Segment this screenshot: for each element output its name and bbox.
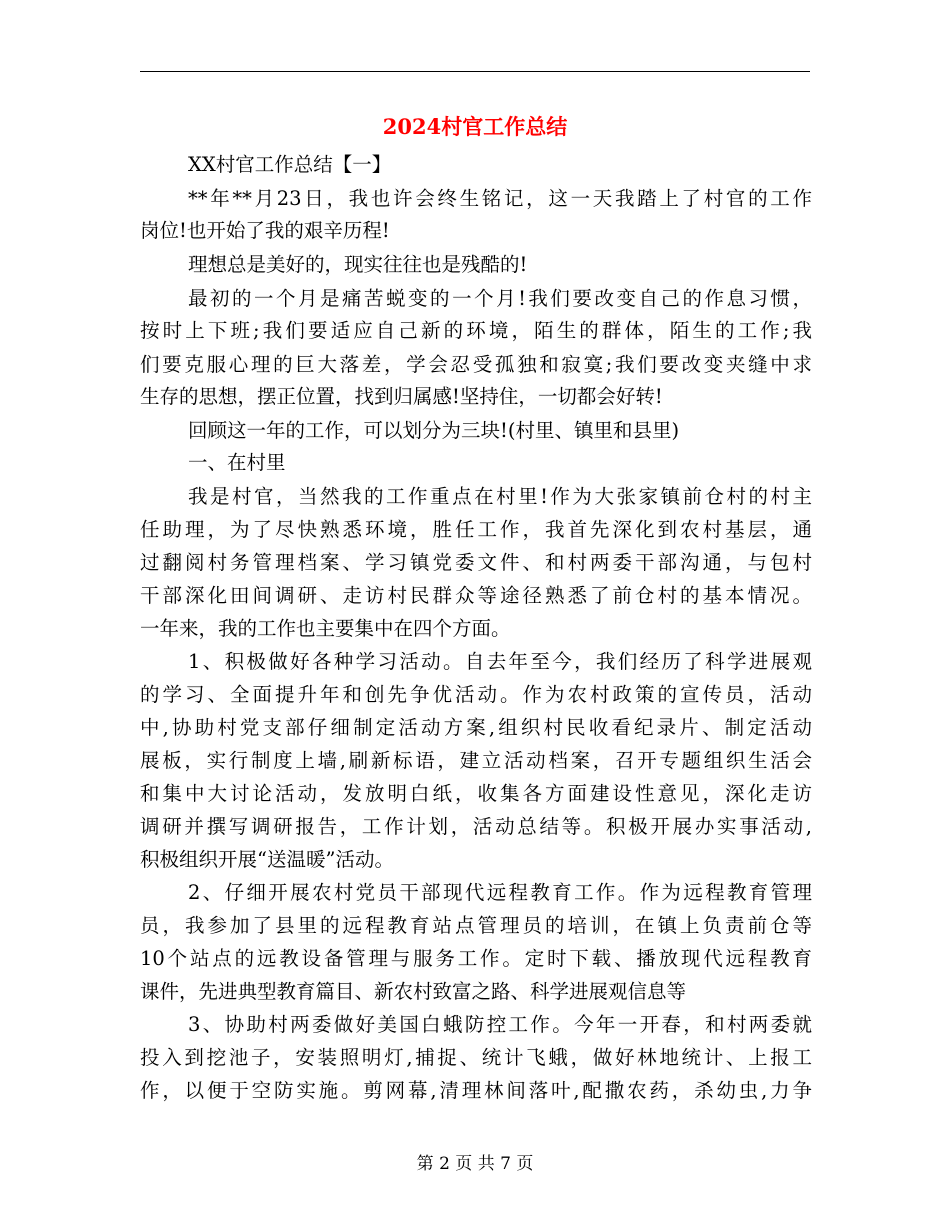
paragraph-line: 理想总是美好的，现实往往也是残酷的! <box>188 253 528 276</box>
paragraph-line: 中,协助村党支部仔细制定活动方案,组织村民收看纪录片、制定活动 <box>140 716 812 739</box>
document-title: 2024村官工作总结 <box>382 114 568 139</box>
section-heading: 一、在村里 <box>188 451 286 474</box>
paragraph-line: 课件，先进典型教育篇目、新农村致富之路、科学进展观信息等 <box>140 980 687 1003</box>
paragraph-line: 投入到挖池子，安装照明灯,捕捉、统计飞蛾，做好林地统计、上报工 <box>140 1046 812 1069</box>
paragraph-line: 2、仔细开展农村党员干部现代远程教育工作。作为远程教育管理 <box>188 881 812 904</box>
paragraph-line: 展板，实行制度上墙,刷新标语，建立活动档案，召开专题组织生活会 <box>140 749 812 772</box>
paragraph-line: 3、协助村两委做好美国白蛾防控工作。今年一开春，和村两委就 <box>188 1013 812 1036</box>
page-number: 第 2 页 共 7 页 <box>416 1154 534 1174</box>
paragraph-line: 我是村官，当然我的工作重点在村里!作为大张家镇前仓村的村主 <box>188 485 812 508</box>
paragraph-line: 生存的思想，摆正位置，找到归属感!坚持住，一切都会好转! <box>140 385 663 408</box>
paragraph-line: 岗位!也开始了我的艰辛历程! <box>140 219 390 242</box>
paragraph-line: 最初的一个月是痛苦蜕变的一个月!我们要改变自己的作息习惯， <box>188 287 812 310</box>
paragraph-line: 1、积极做好各种学习活动。自去年至今，我们经历了科学进展观 <box>188 650 812 673</box>
paragraph-line: 干部深化田间调研、走访村民群众等途径熟悉了前仓村的基本情况。 <box>140 584 812 607</box>
paragraph-line: 的学习、全面提升年和创先争优活动。作为农村政策的宣传员，活动 <box>140 683 812 706</box>
paragraph-line: 们要克服心理的巨大落差，学会忍受孤独和寂寞;我们要改变夹缝中求 <box>140 353 812 376</box>
paragraph-line: 任助理，为了尽快熟悉环境，胜任工作，我首先深化到农村基层，通 <box>140 518 812 541</box>
paragraph-line: 回顾这一年的工作，可以划分为三块!(村里、镇里和县里) <box>188 419 680 442</box>
paragraph-line: 过翻阅村务管理档案、学习镇党委文件、和村两委干部沟通，与包村 <box>140 551 812 574</box>
paragraph-line: XX村官工作总结【一】 <box>188 153 392 176</box>
paragraph-line: 和集中大讨论活动，发放明白纸，收集各方面建设性意见，深化走访 <box>140 782 812 805</box>
paragraph-line: 作，以便于空防实施。剪网幕,清理林间落叶,配撒农药，杀幼虫,力争 <box>140 1079 812 1102</box>
paragraph-line: 一年来，我的工作也主要集中在四个方面。 <box>140 617 511 640</box>
paragraph-line: 积极组织开展“送温暖”活动。 <box>140 848 394 871</box>
paragraph-line: **年**月23日，我也许会终生铭记，这一天我踏上了村官的工作 <box>188 187 812 210</box>
paragraph-line: 员，我参加了县里的远程教育站点管理员的培训，在镇上负责前仓等 <box>140 914 812 937</box>
paragraph-line: 调研并撰写调研报告，工作计划，活动总结等。积极开展办实事活动, <box>140 815 812 838</box>
paragraph-line: 按时上下班;我们要适应自己新的环境，陌生的群体，陌生的工作;我 <box>140 319 812 342</box>
paragraph-line: 10个站点的远教设备管理与服务工作。定时下载、播放现代远程教育 <box>140 947 812 970</box>
header-rule <box>140 71 810 72</box>
